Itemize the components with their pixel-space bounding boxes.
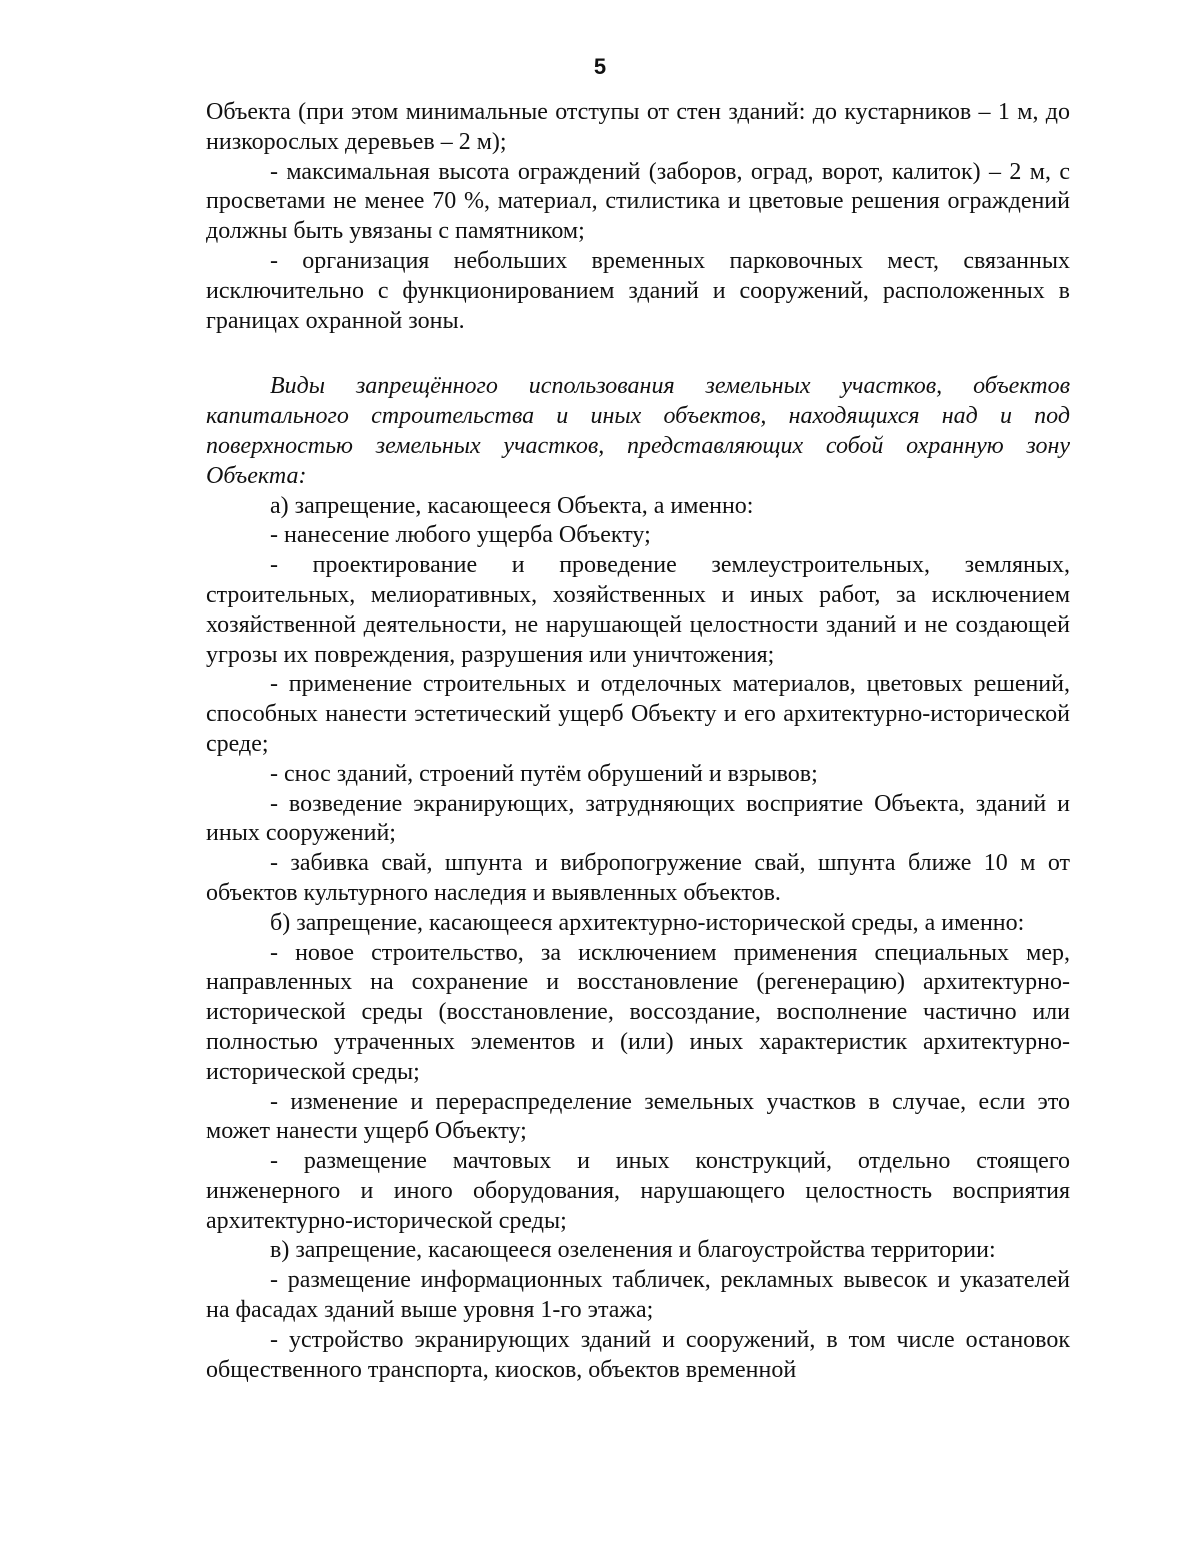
list-item: а) запрещение, касающееся Объекта, а именно: (270, 492, 754, 519)
list-item: - забивка свай, шпунта и вибропогружение свай, шпунта ближе 10 м от объектов культурного наследия и выявленных объектов. (206, 850, 1070, 906)
section-spacer (206, 336, 1070, 372)
document-body (206, 98, 1070, 1385)
list-item: б) запрещение, касающееся архитектурно-исторической среды, а именно: (270, 909, 1025, 936)
list-item: - новое строительство, за исключением применения специальных мер, направленных на сохранение и восстановление (регенерацию) архитектурно-исторической среды (восстановление, воссоздание, восполнение частично или полностью утраченных элементов и (или) иных характеристик архитектурно-исторической среды; (206, 939, 1070, 1085)
list-item: - размещение мачтовых и иных конструкций, отдельно стоящего инженерного и иного оборудования, нарушающего целостность восприятия архитектурно-исторической среды; (206, 1148, 1070, 1234)
paragraph-fence-height: - максимальная высота ограждений (заборов, оград, ворот, калиток) – 2 м, с просветами не менее 70 %, материал, стилистика и цветовые решения ограждений должны быть увязаны с памятником; (206, 158, 1070, 245)
list-item: в) запрещение, касающееся озеленения и благоустройства территории: (270, 1237, 996, 1264)
list-item: - размещение информационных табличек, рекламных вывесок и указателей на фасадах зданий выше уровня 1-го этажа; (206, 1267, 1070, 1324)
list-item: - проектирование и проведение землеустроительных, земляных, строительных, мелиоративных, хозяйственных и иных работ, за исключением хозяйственной деятельности, не нарушающей целостности зданий и не создающей угрозы их повреждения, разрушения или уничтожения; (206, 552, 1070, 668)
list-item: - снос зданий, строений путём обрушений и взрывов; (270, 760, 818, 787)
list-item: - устройство экранирующих зданий и сооружений, в том числе остановок общественного транспорта, киосков, объектов временной (206, 1326, 1070, 1383)
list-item: - изменение и перераспределение земельных участков в случае, если это может нанести ущерб Объекту; (206, 1088, 1070, 1145)
paragraph-parking: - организация небольших временных парковочных мест, связанных исключительно с функционированием зданий и сооружений, расположенных в границах охранной зоны. (206, 247, 1070, 334)
list-item: - применение строительных и отделочных материалов, цветовых решений, способных нанести эстетический ущерб Объекту и его архитектурно-исторической среде; (206, 671, 1070, 757)
paragraph-continuation: Объекта (при этом минимальные отступы от стен зданий: до кустарников – 1 м, до низкорослых деревьев – 2 м); (206, 99, 1070, 155)
page-number: 5 (593, 54, 607, 79)
list-item: - нанесение любого ущерба Объекту; (270, 522, 651, 549)
list-item: - возведение экранирующих, затрудняющих восприятие Объекта, зданий и иных сооружений; (206, 790, 1070, 847)
section-heading: Виды запрещённого использования земельных участков, объектов капитального строительства и иных объектов, находящихся над и под поверхностью земельных участков, представляющих собой охранную зону Объекта: (206, 373, 1070, 489)
